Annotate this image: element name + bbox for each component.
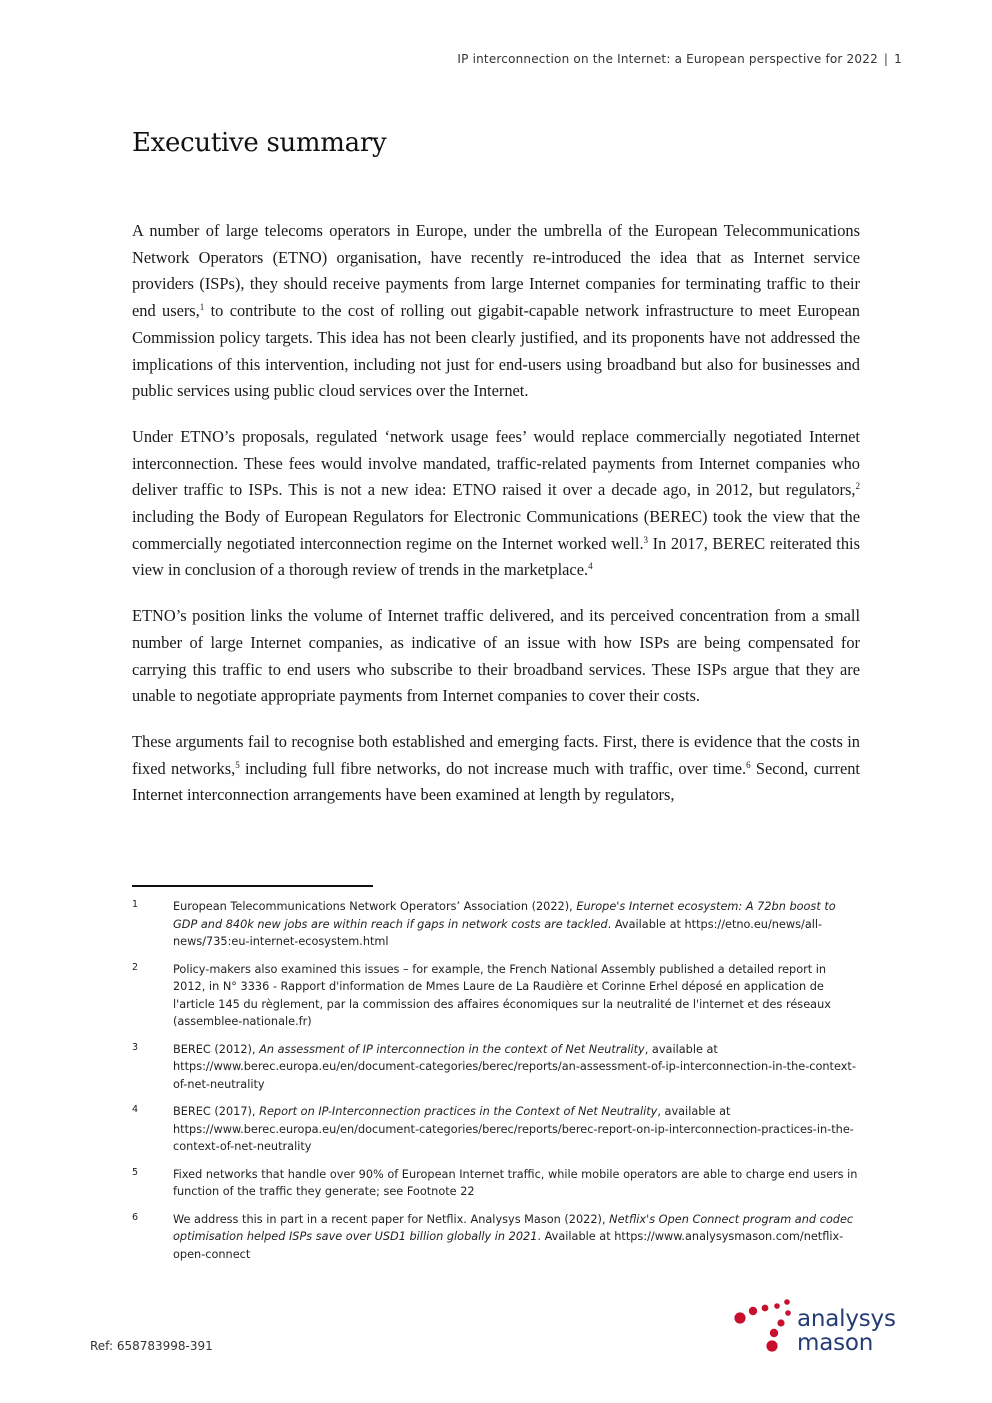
document-reference: Ref: 658783998-391 xyxy=(90,1339,213,1353)
paragraph-2-text-a: Under ETNO’s proposals, regulated ‘network usage fees’ would replace commercially negotiated Internet interconnection. These fees would involve mandated, traffic-related payments from Internet companies who deliver traffic to ISPs. This is not a new idea: ETNO raised it over a decade ago, in 2012, but regulators, xyxy=(132,426,860,500)
footnote-text-b: . Available at https://etno.eu/news/all-news/735:eu-internet-ecosystem.html xyxy=(173,917,823,948)
footnote-2 xyxy=(132,961,860,1031)
body-text xyxy=(132,218,860,828)
footnote-ref-1[interactable]: 1 xyxy=(199,302,205,313)
logo-text-mason: mason xyxy=(797,1330,874,1356)
footnote-text-a: BEREC (2017), xyxy=(173,1105,260,1118)
footnote-text-a: European Telecommunications Network Operators’ Association (2022), xyxy=(173,900,577,913)
footnote-text-b: . Available at https://www.analysysmason.com/netflix-open-connect xyxy=(173,1230,844,1261)
logo-dots-icon xyxy=(732,1296,796,1362)
footnote-text xyxy=(173,1103,860,1156)
header-page-number: 1 xyxy=(894,52,902,66)
footnote-ref-5[interactable]: 5 xyxy=(235,759,240,770)
footnote-ref-4[interactable]: 4 xyxy=(588,561,593,572)
logo-text-analysys: analysys xyxy=(797,1306,896,1332)
paragraph-1-text-a: A number of large telecoms operators in Europe, under the umbrella of the European Telecommunications Network Operators (ETNO) organisation, have recently re-introduced the idea that as Internet service providers (ISPs), they should receive payments from large Internet companies for terminating traffic to their end users, xyxy=(132,221,860,321)
footnote-number: 1 xyxy=(132,899,139,910)
footnote-text-b: , available at https://www.berec.europa.eu/en/document-categories/berec/reports/an-assessment-of-ip-interconnection-in-the-context-of-net-neutrality xyxy=(173,1042,856,1091)
footnote-text-b: , available at https://www.berec.europa.eu/en/document-categories/berec/reports/berec-report-on-ip-interconnection-practices-in-the-context-of-net-neutrality xyxy=(173,1105,854,1153)
paragraph-2-text-c: In 2017, BEREC reiterated this view in conclusion of a thorough review of trends in the marketplace. xyxy=(132,533,860,580)
footnote-number: 6 xyxy=(132,1211,139,1223)
page-title: Executive summary xyxy=(132,128,387,158)
paragraph-1 xyxy=(132,218,860,405)
footnote-text: Policy-makers also examined this issues – for example, the French National Assembly published a detailed report in 2012, in N° 3336 - Rapport d'information de Mmes Laure de La Raudière et Corinne Erhel déposé en application de l'article 145 du règlement, par la commission des affaires économiques sur la neutralité de l'internet et des réseaux (assemblee-nationale.fr) xyxy=(173,962,831,1028)
footnote-4 xyxy=(132,1103,860,1156)
footnote-text xyxy=(173,1211,860,1264)
footnote-number: 3 xyxy=(132,1041,139,1053)
header-separator: | xyxy=(883,52,889,66)
footnote-cited-title: An assessment of IP interconnection in the context of Net Neutrality xyxy=(259,1042,645,1056)
footnote-6 xyxy=(132,1211,860,1264)
footnote-number: 2 xyxy=(132,961,139,973)
paragraph-4-text-c: Second, current Internet interconnection arrangements have been examined at length by regulators, xyxy=(132,758,860,805)
paragraph-1-text-b: to contribute to the cost of rolling out gigabit-capable network infrastructure to meet European Commission policy targets. This idea has not been clearly justified, and its proponents have not addressed the implications of this intervention, including not just for end-users using broadband but also for businesses and public services using public cloud services over the Internet. xyxy=(132,301,861,401)
footnote-separator xyxy=(132,885,373,887)
paragraph-4 xyxy=(132,729,860,809)
footnote-ref-6[interactable]: 6 xyxy=(746,759,751,770)
paragraph-2 xyxy=(132,424,860,584)
footnote-number: 4 xyxy=(132,1104,139,1115)
paragraph-2-text-b: including the Body of European Regulators for Electronic Communications (BEREC) took the view that the commercially negotiated interconnection regime on the Internet worked well. xyxy=(132,507,860,553)
running-header xyxy=(457,52,902,66)
footnote-text: Fixed networks that handle over 90% of European Internet traffic, while mobile operators are able to charge end users in function of the traffic they generate; see Footnote 22 xyxy=(173,1167,858,1198)
footnote-text xyxy=(173,898,860,951)
analysys-mason-logo xyxy=(732,1296,914,1362)
footnote-ref-2[interactable]: 2 xyxy=(855,481,860,492)
footnote-1 xyxy=(132,898,860,951)
footnote-cited-title: Report on IP-Interconnection practices in the Context of Net Neutrality xyxy=(259,1105,658,1118)
footnote-text-a: We address this in part in a recent paper for Netflix. Analysys Mason (2022), xyxy=(173,1212,610,1226)
footnote-number: 5 xyxy=(132,1166,139,1178)
paragraph-4-text-b: including full fibre networks, do not increase much with traffic, over time. xyxy=(239,758,747,778)
footnote-cited-title: Europe's Internet ecosystem: A 72bn boost to GDP and 840k new jobs are within reach if gaps in network costs are tackled xyxy=(173,900,836,931)
header-document-title: IP interconnection on the Internet: a European perspective for 2022 xyxy=(457,52,878,66)
footnote-3 xyxy=(132,1041,860,1094)
footnote-text xyxy=(173,1041,860,1094)
footnote-5 xyxy=(132,1166,860,1201)
paragraph-3: ETNO’s position links the volume of Internet traffic delivered, and its perceived concentration from a small number of large Internet companies, as indicative of an issue with how ISPs are being compensated for carrying this traffic to end users who subscribe to their broadband services. These ISPs argue that they are unable to negotiate appropriate payments from Internet companies to cover their costs. xyxy=(132,606,860,706)
footnotes xyxy=(132,898,860,1273)
footnote-cited-title: Netflix's Open Connect program and codec optimisation helped ISPs save over USD1 billion globally in 2021 xyxy=(173,1212,854,1243)
footnote-text-a: BEREC (2012), xyxy=(173,1042,260,1056)
paragraph-4-text-a: These arguments fail to recognise both established and emerging facts. First, there is evidence that the costs in fixed networks, xyxy=(132,731,860,778)
footnote-ref-3[interactable]: 3 xyxy=(643,534,649,545)
